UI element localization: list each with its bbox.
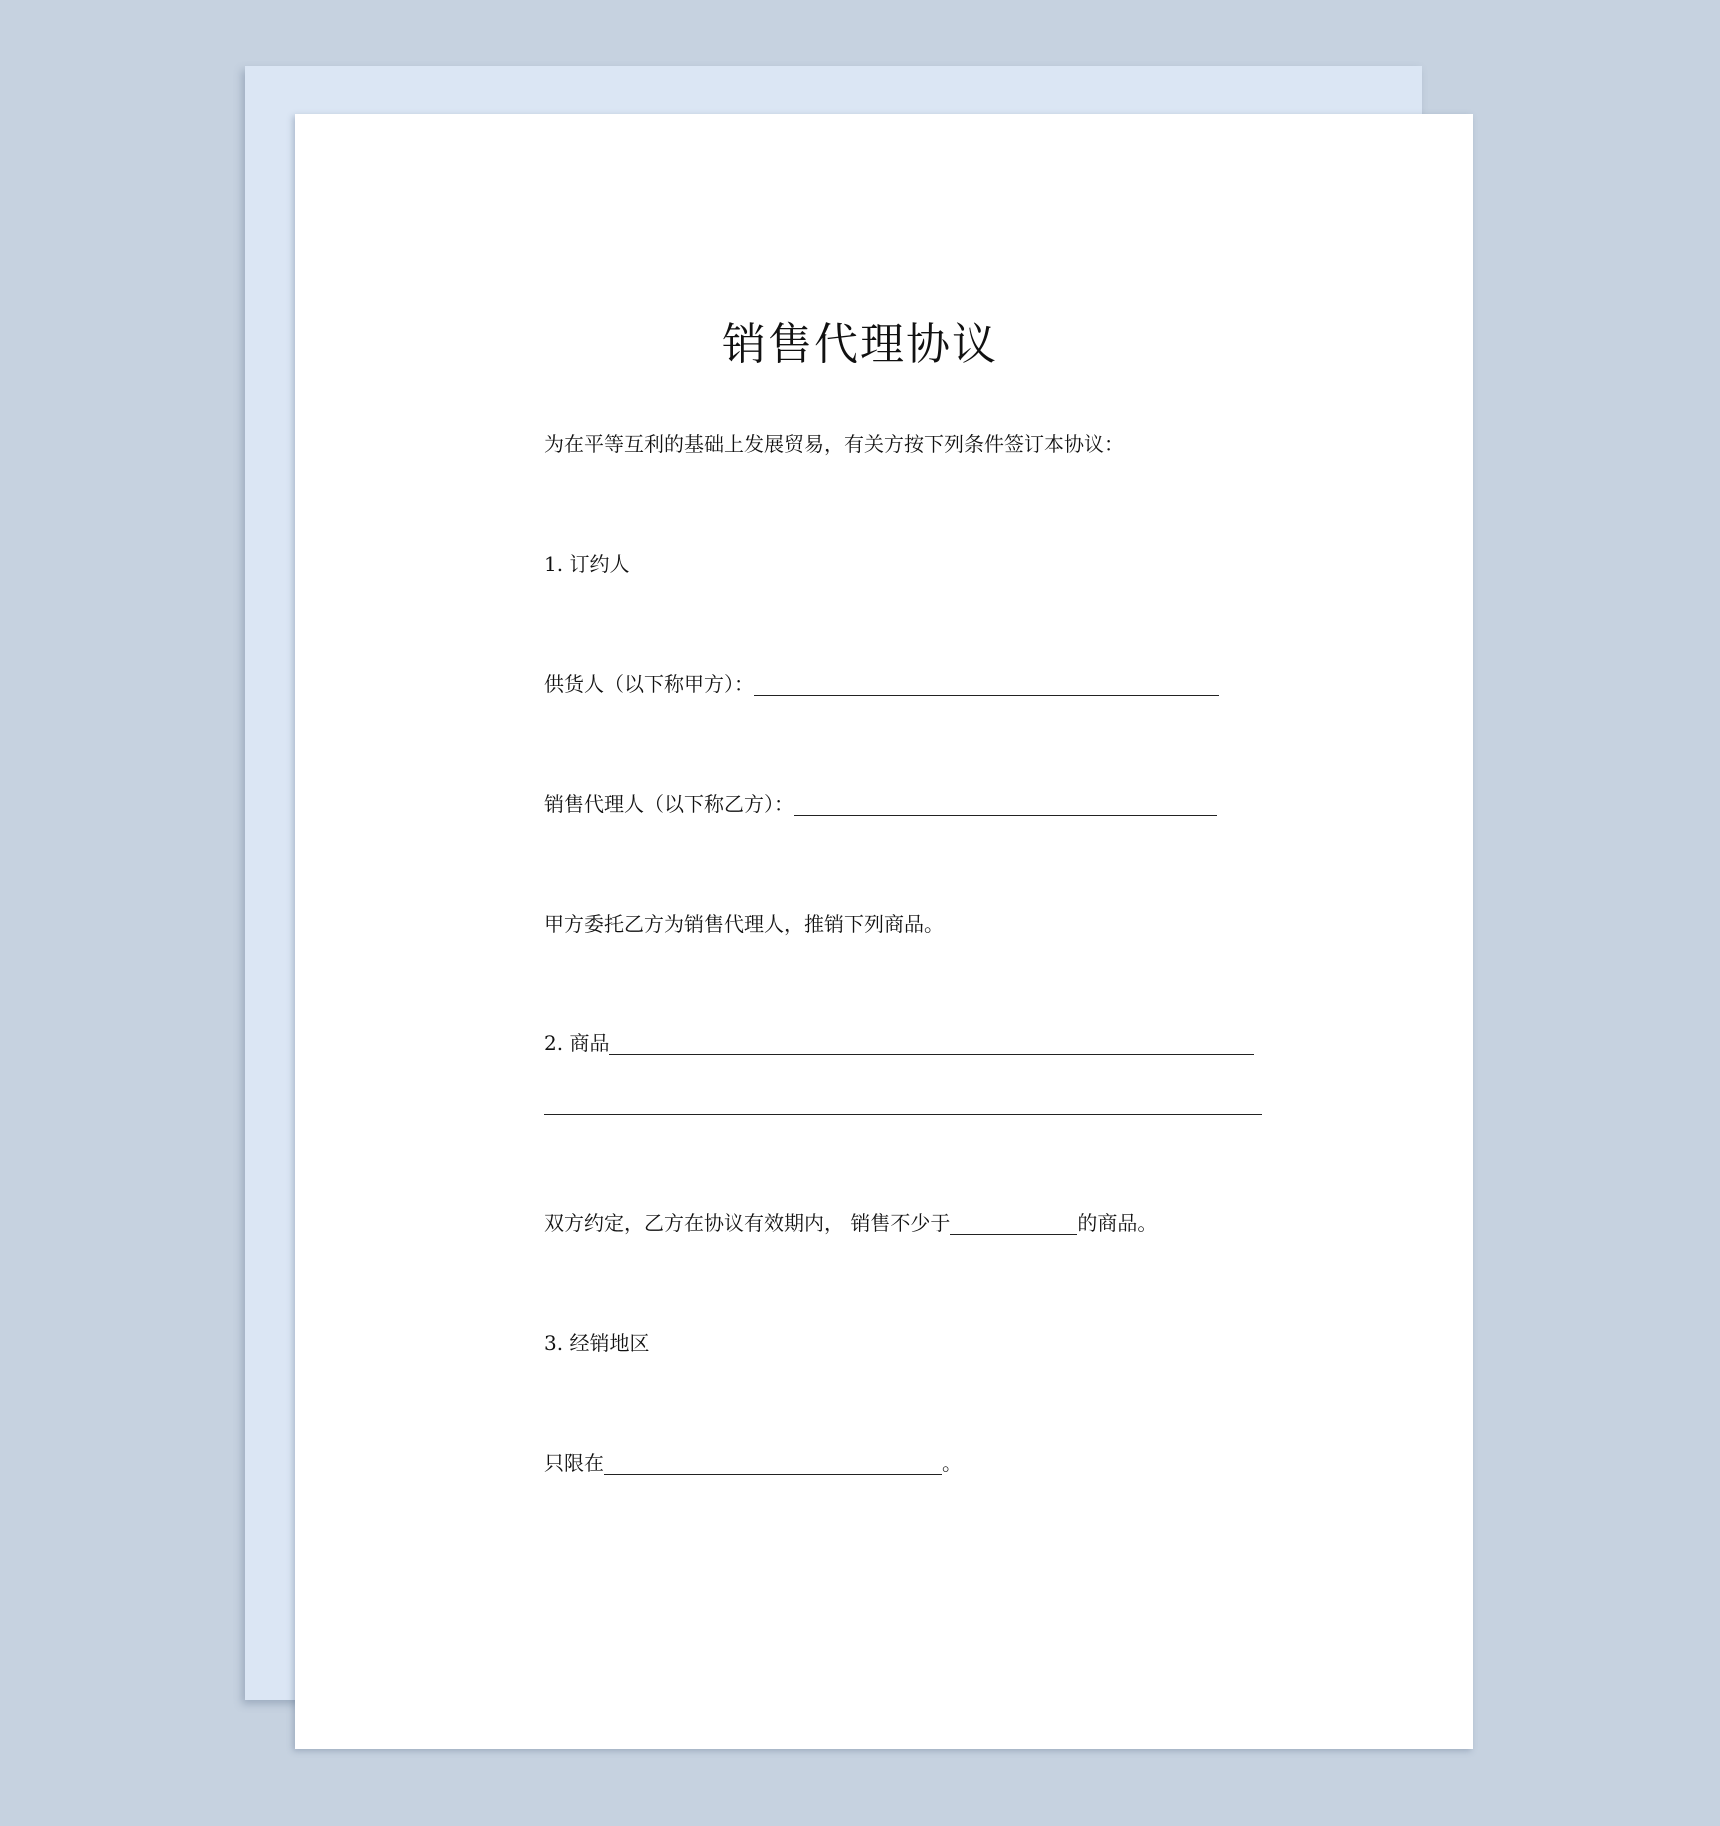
agreement-row	[544, 1211, 1157, 1235]
supplier-blank[interactable]	[754, 673, 1219, 696]
agent-row	[544, 792, 1217, 816]
agent-label: 销售代理人（以下称乙方）：	[544, 792, 794, 816]
intro-paragraph: 为在平等互利的基础上发展贸易，有关方按下列条件签订本协议：	[544, 432, 1124, 456]
goods-row	[544, 1031, 1254, 1055]
region-row	[544, 1451, 962, 1475]
goods-blank-line-2[interactable]	[544, 1114, 1262, 1115]
document-title: 销售代理协议	[722, 319, 998, 370]
entrust-paragraph: 甲方委托乙方为销售代理人，推销下列商品。	[544, 912, 944, 936]
goods-blank[interactable]	[609, 1032, 1254, 1055]
supplier-label: 供货人（以下称甲方）：	[544, 672, 754, 696]
quantity-blank[interactable]	[950, 1212, 1077, 1235]
section-3-heading: 3. 经销地区	[544, 1331, 650, 1355]
region-blank[interactable]	[604, 1452, 942, 1475]
region-suffix: 。	[942, 1451, 962, 1475]
section-2-heading: 2. 商品	[544, 1031, 610, 1055]
section-1-heading: 1. 订约人	[544, 552, 630, 576]
supplier-row	[544, 672, 1219, 696]
agent-blank[interactable]	[794, 793, 1217, 816]
agreement-prefix: 双方约定，乙方在协议有效期内， 销售不少于	[544, 1211, 951, 1235]
agreement-suffix: 的商品。	[1077, 1211, 1158, 1235]
region-prefix: 只限在	[544, 1451, 604, 1475]
